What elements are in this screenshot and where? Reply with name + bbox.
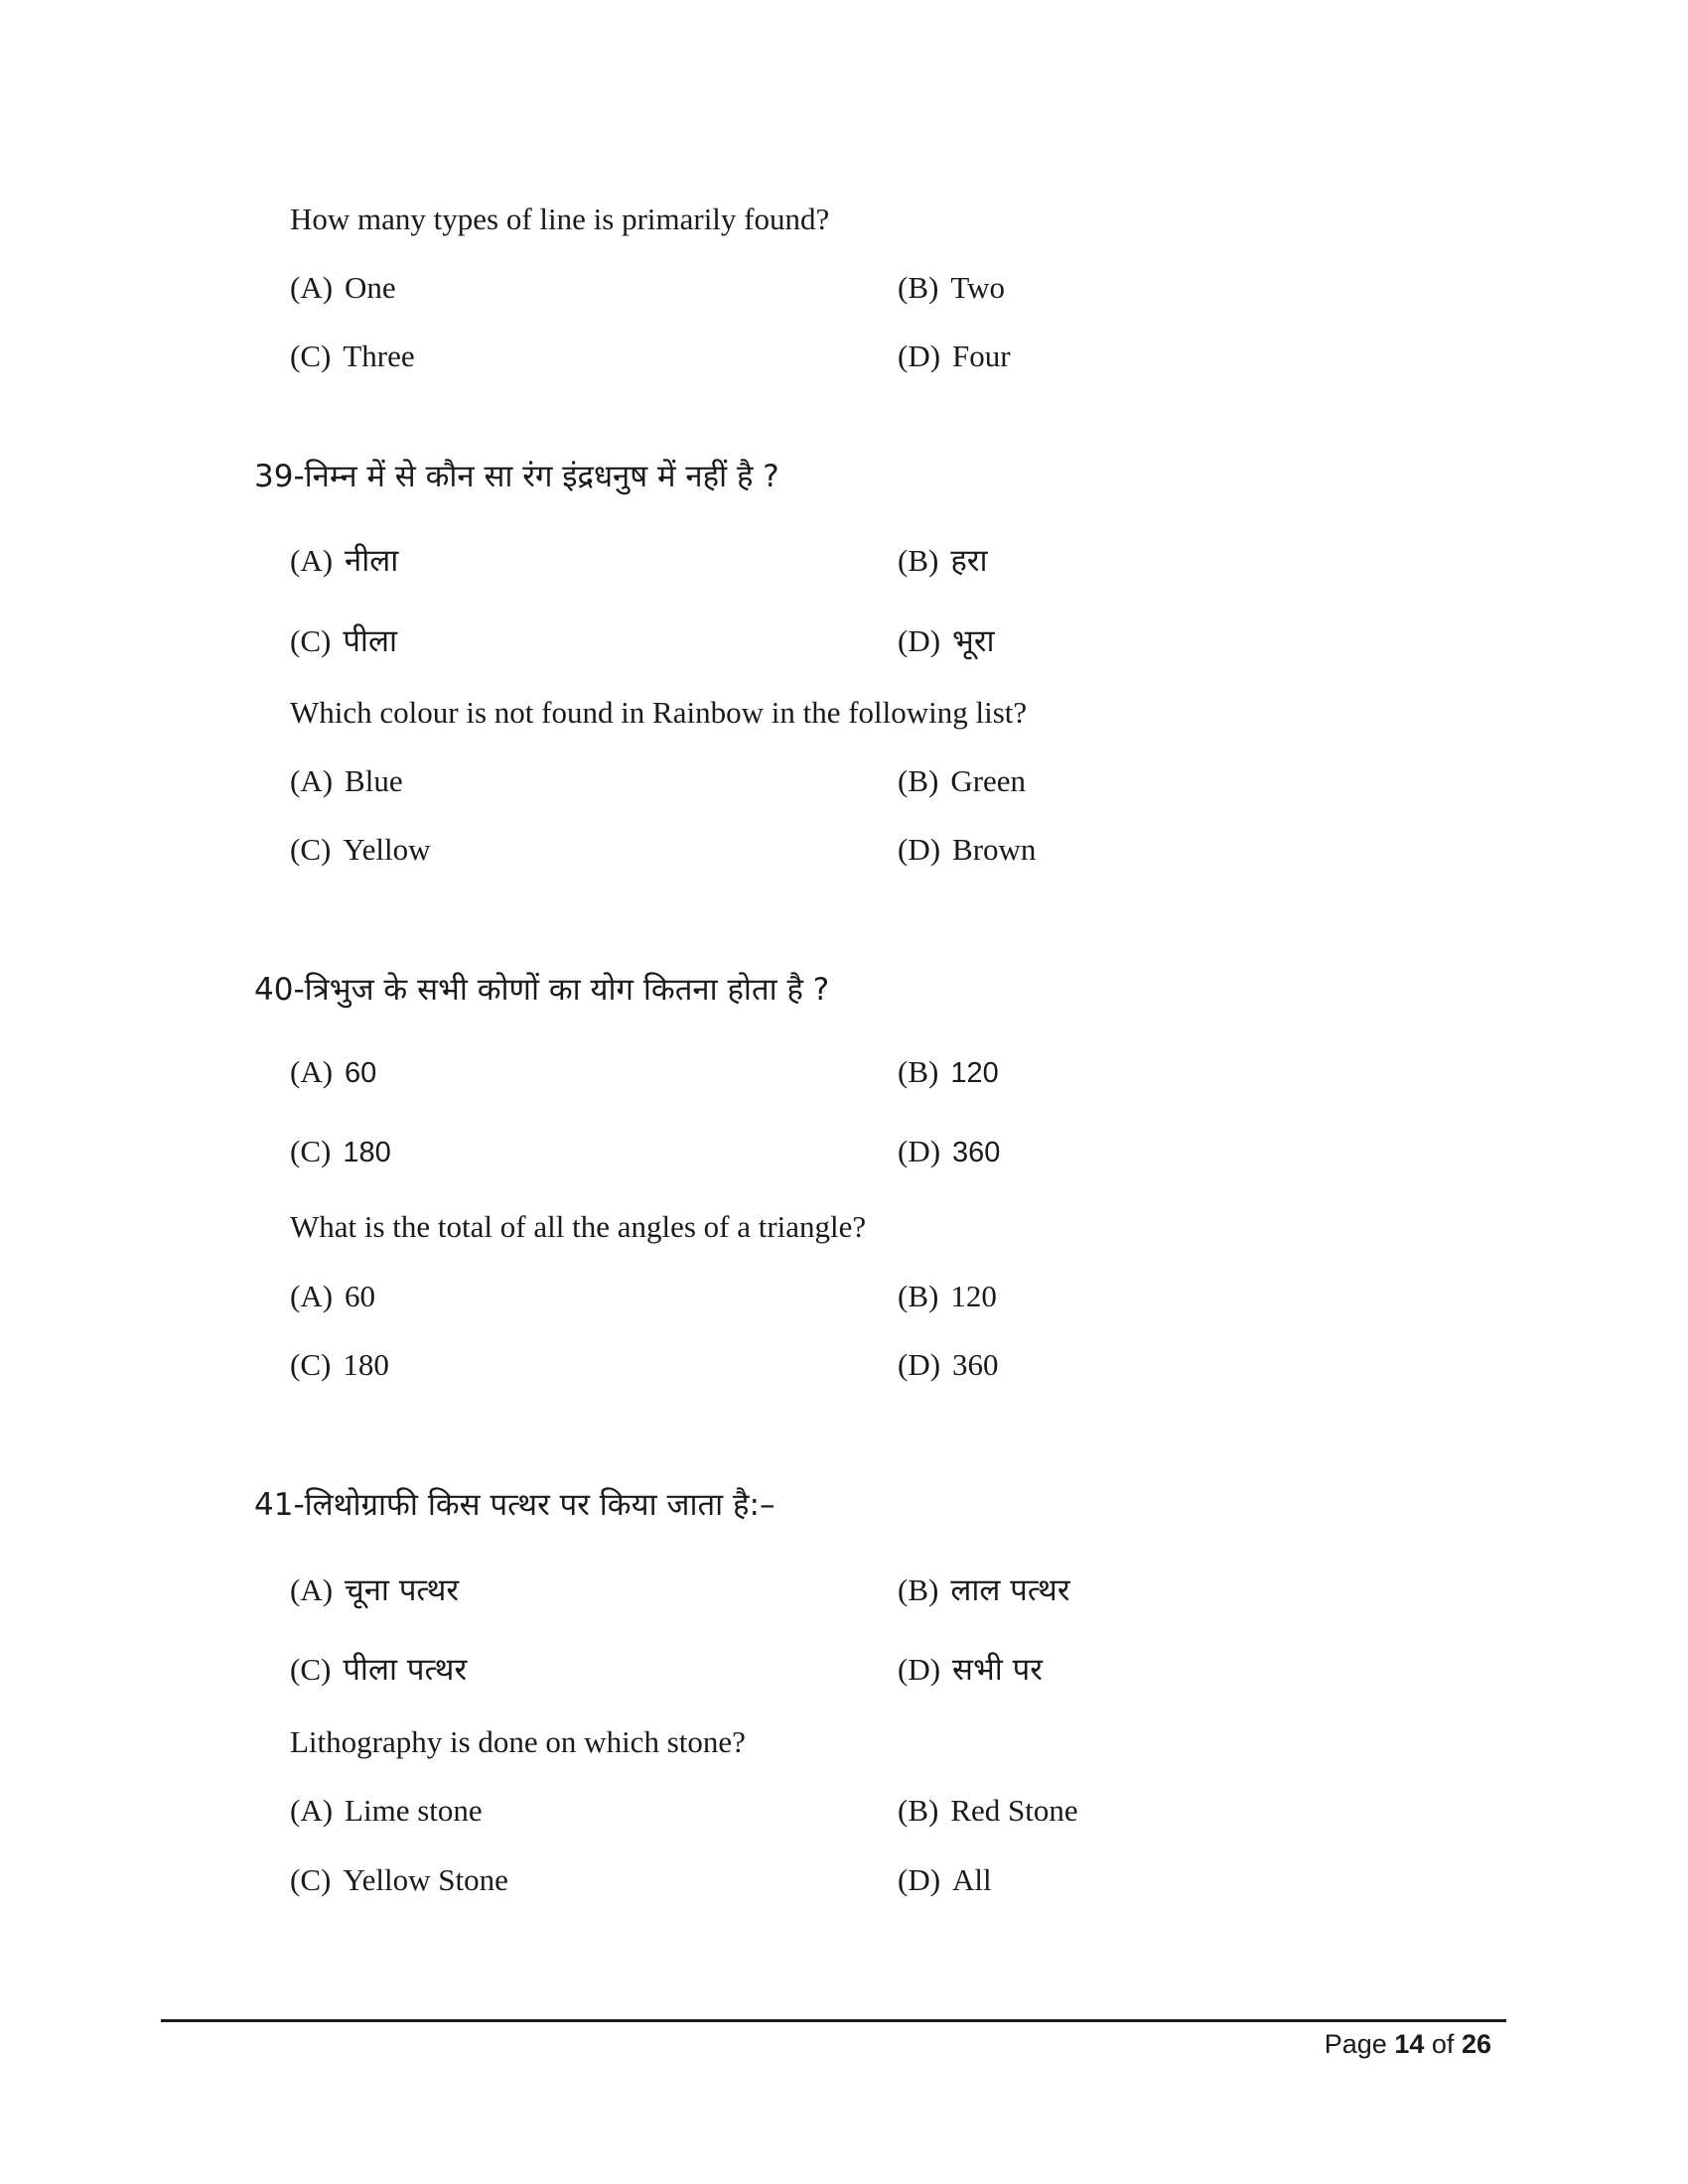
q39-en-option-d: (D) Brown	[898, 832, 1037, 867]
q38-en-option-c: (C) Three	[290, 339, 415, 373]
q41-en-question: Lithography is done on which stone?	[290, 1724, 746, 1759]
q39-en-option-b: (B) Green	[898, 763, 1027, 798]
q40-hi-option-c: (C) 180	[290, 1134, 391, 1168]
q41-hi-option-a: (A) चूना पत्थर	[290, 1572, 460, 1608]
page-current: 14	[1394, 2029, 1425, 2059]
q39-hi-option-c: (C) पीला	[290, 623, 398, 659]
q38-en-question: How many types of line is primarily found?	[290, 202, 830, 236]
q40-en-question: What is the total of all the angles of a triangle?	[290, 1209, 867, 1244]
page-of: of	[1431, 2029, 1455, 2059]
page-number	[1325, 2029, 1491, 2060]
q39-en-option-c: (C) Yellow	[290, 832, 431, 867]
q41-en-option-b: (B) Red Stone	[898, 1793, 1078, 1828]
q40-hi-option-a: (A) 60	[290, 1054, 377, 1089]
q38-en-option-d: (D) Four	[898, 339, 1011, 373]
q39-hi-option-a: (A) नीला	[290, 543, 399, 579]
q41-en-option-c: (C) Yellow Stone	[290, 1862, 508, 1897]
q40-en-option-c: (C) 180	[290, 1347, 389, 1382]
q39-en-option-a: (A) Blue	[290, 763, 403, 798]
footer-rule	[161, 2019, 1506, 2022]
q41-hi-question: 41-लिथोग्राफी किस पत्थर पर किया जाता है:–	[254, 1487, 775, 1523]
q41-en-option-a: (A) Lime stone	[290, 1793, 483, 1828]
q39-en-question: Which colour is not found in Rainbow in the following list?	[290, 695, 1028, 730]
page-total: 26	[1461, 2029, 1491, 2059]
q40-hi-question: 40-त्रिभुज के सभी कोणों का योग कितना होता है ?	[254, 972, 830, 1008]
q38-en-option-a: (A) One	[290, 270, 396, 305]
q40-hi-option-b: (B) 120	[898, 1054, 999, 1089]
page-label: Page	[1324, 2029, 1387, 2059]
q41-hi-option-b: (B) लाल पत्थर	[898, 1572, 1070, 1608]
q41-hi-option-d: (D) सभी पर	[898, 1652, 1043, 1688]
q41-hi-option-c: (C) पीला पत्थर	[290, 1652, 468, 1688]
q39-hi-option-b: (B) हरा	[898, 543, 988, 579]
q41-en-option-d: (D) All	[898, 1862, 992, 1897]
q39-hi-question: 39-निम्न में से कौन सा रंग इंद्रधनुष में नहीं है ?	[254, 459, 779, 494]
q40-hi-option-d: (D) 360	[898, 1134, 1001, 1168]
q40-en-option-a: (A) 60	[290, 1279, 376, 1313]
q39-hi-option-d: (D) भूरा	[898, 623, 995, 659]
q40-en-option-d: (D) 360	[898, 1347, 999, 1382]
q38-en-option-b: (B) Two	[898, 270, 1005, 305]
q40-en-option-b: (B) 120	[898, 1279, 997, 1313]
